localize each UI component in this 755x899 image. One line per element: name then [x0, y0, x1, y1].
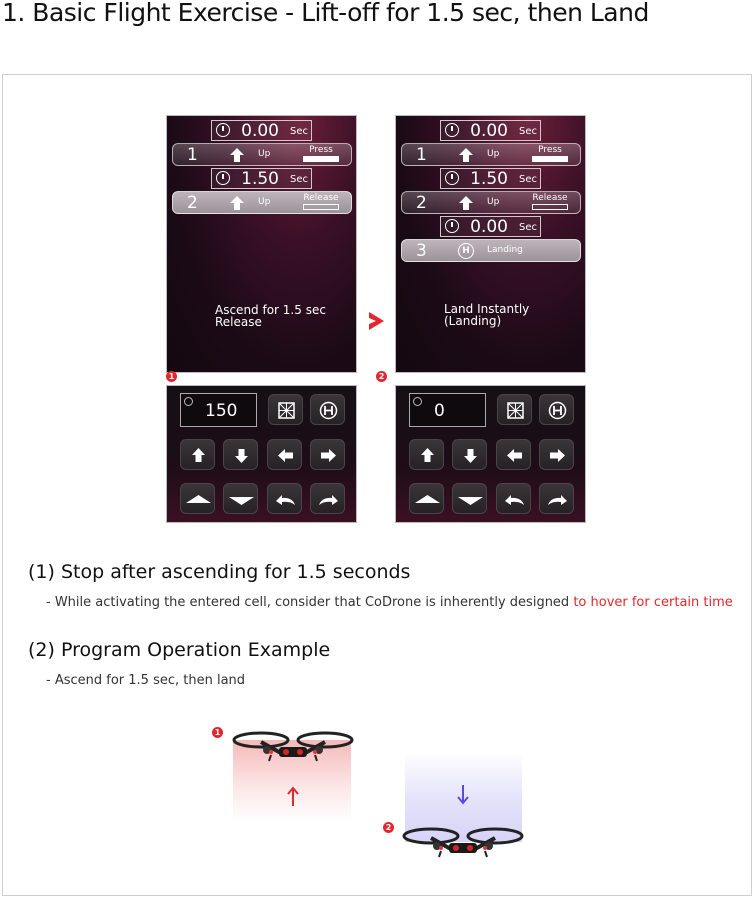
content-frame	[2, 74, 752, 896]
command-row-1[interactable]	[172, 143, 352, 166]
keypad-1	[166, 385, 357, 523]
timer-cell[interactable]	[211, 120, 312, 141]
right-arrow-icon	[311, 440, 346, 471]
clock-icon	[216, 123, 230, 137]
press-bar	[303, 156, 339, 162]
timer-cell[interactable]	[440, 216, 541, 237]
right-button[interactable]	[539, 439, 574, 470]
grid-stop-icon	[269, 395, 304, 426]
timer-unit: Sec	[519, 126, 537, 137]
time-input-value: 150	[205, 401, 238, 421]
forward-button[interactable]	[180, 483, 215, 514]
command-row-2[interactable]	[401, 191, 581, 214]
turn-left-button[interactable]	[267, 483, 302, 514]
section-text-plain: - While activating the entered cell, consider that CoDrone is inherently designed	[46, 595, 574, 610]
turn-left-icon	[268, 484, 303, 515]
command-number: 2	[187, 193, 198, 213]
caption-line: Land Instantly	[444, 302, 530, 316]
right-arrow-icon	[540, 440, 575, 471]
command-row-2[interactable]	[172, 191, 352, 214]
drone-icon	[231, 728, 355, 764]
turn-right-icon	[540, 484, 575, 515]
up-arrow-icon	[229, 195, 245, 211]
left-arrow-icon	[497, 440, 532, 471]
step-badge: 2	[376, 371, 387, 382]
timer-cell[interactable]	[440, 168, 541, 189]
time-input[interactable]	[180, 393, 257, 427]
section-text-highlight: to hover for certain time	[573, 595, 733, 610]
step-badge: 2	[383, 822, 394, 833]
drone-icon	[401, 824, 525, 860]
command-number: 2	[416, 193, 427, 213]
command-tag: Press	[309, 145, 333, 155]
command-label: Up	[487, 149, 500, 159]
time-input[interactable]	[409, 393, 486, 427]
step-badge: 1	[166, 371, 177, 382]
left-button[interactable]	[496, 439, 531, 470]
backward-button[interactable]	[223, 483, 258, 514]
grid-stop-icon	[498, 395, 533, 426]
up-arrow-icon	[410, 440, 445, 471]
section-text: - Ascend for 1.5 sec, then land	[46, 673, 246, 688]
backward-icon	[224, 484, 259, 515]
backward-button[interactable]	[452, 483, 487, 514]
turn-left-icon	[497, 484, 532, 515]
backward-icon	[453, 484, 488, 515]
down-arrow-icon	[224, 440, 259, 471]
command-label: Landing	[487, 245, 523, 255]
command-number: 1	[187, 145, 198, 165]
up-arrow-icon	[229, 147, 245, 163]
timer-unit: Sec	[290, 126, 308, 137]
clock-icon	[216, 171, 230, 185]
stop-button[interactable]	[497, 394, 532, 425]
timer-cell[interactable]	[211, 168, 312, 189]
command-row-3[interactable]	[401, 239, 581, 262]
step-badge: 1	[212, 727, 223, 738]
time-input-value: 0	[434, 401, 445, 421]
landing-button[interactable]	[539, 394, 574, 425]
screen-caption	[215, 304, 326, 328]
up-arrow-icon	[458, 147, 474, 163]
left-arrow-icon	[268, 440, 303, 471]
turn-left-button[interactable]	[496, 483, 531, 514]
up-arrow-icon	[181, 440, 216, 471]
timer-unit: Sec	[290, 174, 308, 185]
up-button[interactable]	[180, 439, 215, 470]
timer-value: 0.00	[470, 217, 508, 237]
keypad-2	[395, 385, 586, 523]
timer-value: 1.50	[241, 169, 279, 189]
forward-button[interactable]	[409, 483, 444, 514]
timer-unit: Sec	[519, 174, 537, 185]
up-button[interactable]	[409, 439, 444, 470]
helipad-icon: H	[458, 243, 474, 259]
timer-value: 0.00	[241, 121, 279, 141]
release-bar	[303, 204, 339, 210]
command-number: 3	[416, 241, 427, 261]
clock-icon	[445, 123, 459, 137]
next-chevron-icon	[367, 310, 387, 332]
ascend-arrow-icon	[285, 785, 301, 807]
stop-button[interactable]	[268, 394, 303, 425]
landing-button[interactable]	[310, 394, 345, 425]
turn-right-icon	[311, 484, 346, 515]
forward-icon	[181, 484, 216, 515]
down-arrow-icon	[453, 440, 488, 471]
screen-caption	[444, 303, 529, 327]
right-button[interactable]	[310, 439, 345, 470]
down-button[interactable]	[452, 439, 487, 470]
clock-icon	[413, 397, 422, 406]
section-text	[46, 595, 733, 610]
clock-icon	[445, 171, 459, 185]
command-number: 1	[416, 145, 427, 165]
section-heading: (2) Program Operation Example	[28, 639, 331, 661]
caption-line: Ascend for 1.5 sec	[215, 303, 326, 317]
forward-icon	[410, 484, 445, 515]
caption-line: (Landing)	[444, 314, 502, 328]
timer-unit: Sec	[519, 222, 537, 233]
turn-right-button[interactable]	[310, 483, 345, 514]
command-row-1[interactable]	[401, 143, 581, 166]
descend-arrow-icon	[455, 784, 471, 806]
down-button[interactable]	[223, 439, 258, 470]
timer-value: 0.00	[470, 121, 508, 141]
caption-line: Release	[215, 315, 262, 329]
command-label: Up	[487, 197, 500, 207]
timer-cell[interactable]	[440, 120, 541, 141]
command-tag: Release	[303, 193, 339, 203]
program-screen-1	[166, 115, 357, 373]
turn-right-button[interactable]	[539, 483, 574, 514]
section-heading: (1) Stop after ascending for 1.5 seconds	[28, 561, 411, 583]
clock-icon	[445, 219, 459, 233]
command-tag: Press	[538, 145, 562, 155]
helipad-icon	[540, 395, 575, 426]
command-label: Up	[258, 149, 271, 159]
press-bar	[532, 156, 568, 162]
helipad-icon	[311, 395, 346, 426]
up-arrow-icon	[458, 195, 474, 211]
left-button[interactable]	[267, 439, 302, 470]
command-label: Up	[258, 197, 271, 207]
timer-value: 1.50	[470, 169, 508, 189]
release-bar	[532, 204, 568, 210]
page-title: 1. Basic Flight Exercise - Lift-off for 1.5 sec, then Land	[2, 0, 649, 27]
program-screen-2	[395, 115, 586, 373]
clock-icon	[184, 397, 193, 406]
command-tag: Release	[532, 193, 568, 203]
